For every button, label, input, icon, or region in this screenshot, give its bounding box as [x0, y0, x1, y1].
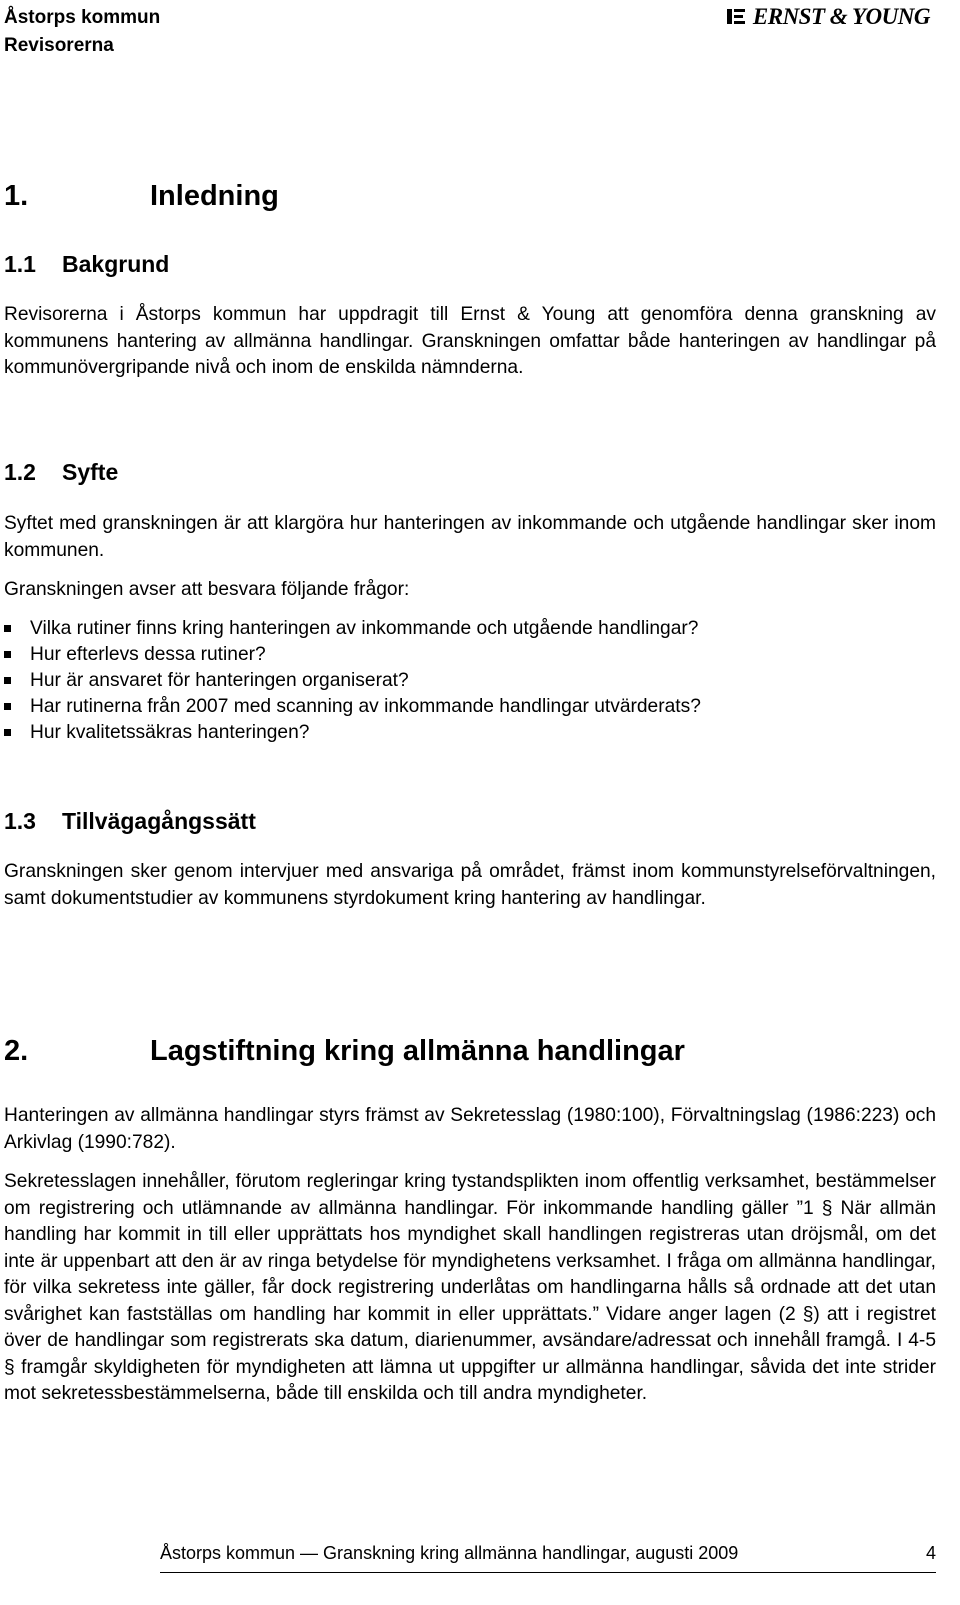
header-dept: Revisorerna [4, 35, 114, 56]
list-item: Hur efterlevs dessa rutiner? [4, 642, 936, 668]
paragraph-sekretesslagen: Sekretesslagen innehåller, förutom regleringar kring tystandsplikten inom offentlig verksamhet, bestämmelser om registrering och utlämnande av allmänna handlingar. För inkommande handling gäller ”1 § När allmän handling har kommit in till eller upprättats hos myndighet skall handlingen registreras utan dröjsmål, om det inte är uppenbart att den är av ringa betydelse för myndighetens verksamhet. I fråga om allmänna handlingar, för vilka sekretess inte gäller, får dock registrering underlåtas om handlingarna hålls så ordnade att det utan svårighet kan fastställas om handling har kommit in eller upprättats.” Vidare anger lagen (2 §) att i registret över de handlingar som registrerats ska datum, diarienummer, avsändare/adressat och innehåll framgå. I 4-5 § framgår skyldigheten för myndigheten att lämna ut uppgifter ur allmänna handlingar, såvida det inte strider mot sekretessbestämmelserna, både till enskilda och till andra myndigheter. [4, 1171, 936, 1404]
subsection-1-3-heading [4, 808, 256, 835]
subsection-number: 1.1 [4, 251, 36, 277]
list-item: Hur kvalitetssäkras hanteringen? [4, 720, 936, 746]
section-title: Lagstiftning kring allmänna handlingar [150, 1035, 685, 1067]
section-1-heading [4, 180, 279, 213]
page-number: 4 [925, 1543, 936, 1563]
list-item: Hur är ansvaret för hanteringen organiserat? [4, 668, 936, 694]
paragraph-syfte: Syftet med granskningen är att klargöra hur hanteringen av inkommande och utgående handlingar sker inom kommunen. [4, 513, 936, 561]
subsection-1-1-heading [4, 251, 169, 278]
header-org: Åstorps kommun [4, 7, 161, 28]
section-number: 1. [4, 180, 29, 212]
list-item: Vilka rutiner finns kring hanteringen av inkommande och utgående handlingar? [4, 616, 936, 642]
section-title: Inledning [150, 180, 279, 212]
subsection-1-2-heading [4, 459, 118, 486]
subsection-number: 1.3 [4, 808, 36, 834]
subsection-title: Bakgrund [62, 251, 170, 277]
subsection-number: 1.2 [4, 459, 36, 485]
list-item: Har rutinerna från 2007 med scanning av inkommande handlingar utvärderats? [4, 694, 936, 720]
paragraph-fragor-intro: Granskningen avser att besvara följande frågor: [4, 579, 410, 600]
paragraph-tillvagagangssatt: Granskningen sker genom intervjuer med ansvariga på området, främst inom kommunstyrelseförvaltningen, samt dokumentstudier av kommunens styrdokument kring hantering av handlingar. [4, 861, 936, 909]
document-header [4, 4, 160, 60]
paragraph-bakgrund: Revisorerna i Åstorps kommun har uppdragit till Ernst & Young att genomföra denna granskning av kommunens hantering av allmänna handlingar. Granskningen omfattar både hanteringen av handlingar på kommunövergripande nivå och inom de enskilda nämnderna. [4, 304, 936, 378]
footer-text: Åstorps kommun — Granskning kring allmänna handlingar, augusti 2009 [160, 1543, 739, 1563]
section-2-heading [4, 1035, 685, 1068]
question-list [4, 616, 936, 746]
section-number: 2. [4, 1035, 29, 1067]
ernst-young-logo-icon [725, 7, 747, 27]
subsection-title: Tillvägagångssätt [62, 808, 256, 834]
footer-divider [160, 1572, 936, 1573]
logo-text: ERNST & YOUNG [752, 4, 930, 29]
ernst-young-logo [725, 4, 930, 30]
paragraph-lagstiftning: Hanteringen av allmänna handlingar styrs främst av Sekretesslag (1980:100), Förvaltningslag (1986:223) och Arkivlag (1990:782). [4, 1105, 936, 1153]
subsection-title: Syfte [62, 459, 119, 485]
